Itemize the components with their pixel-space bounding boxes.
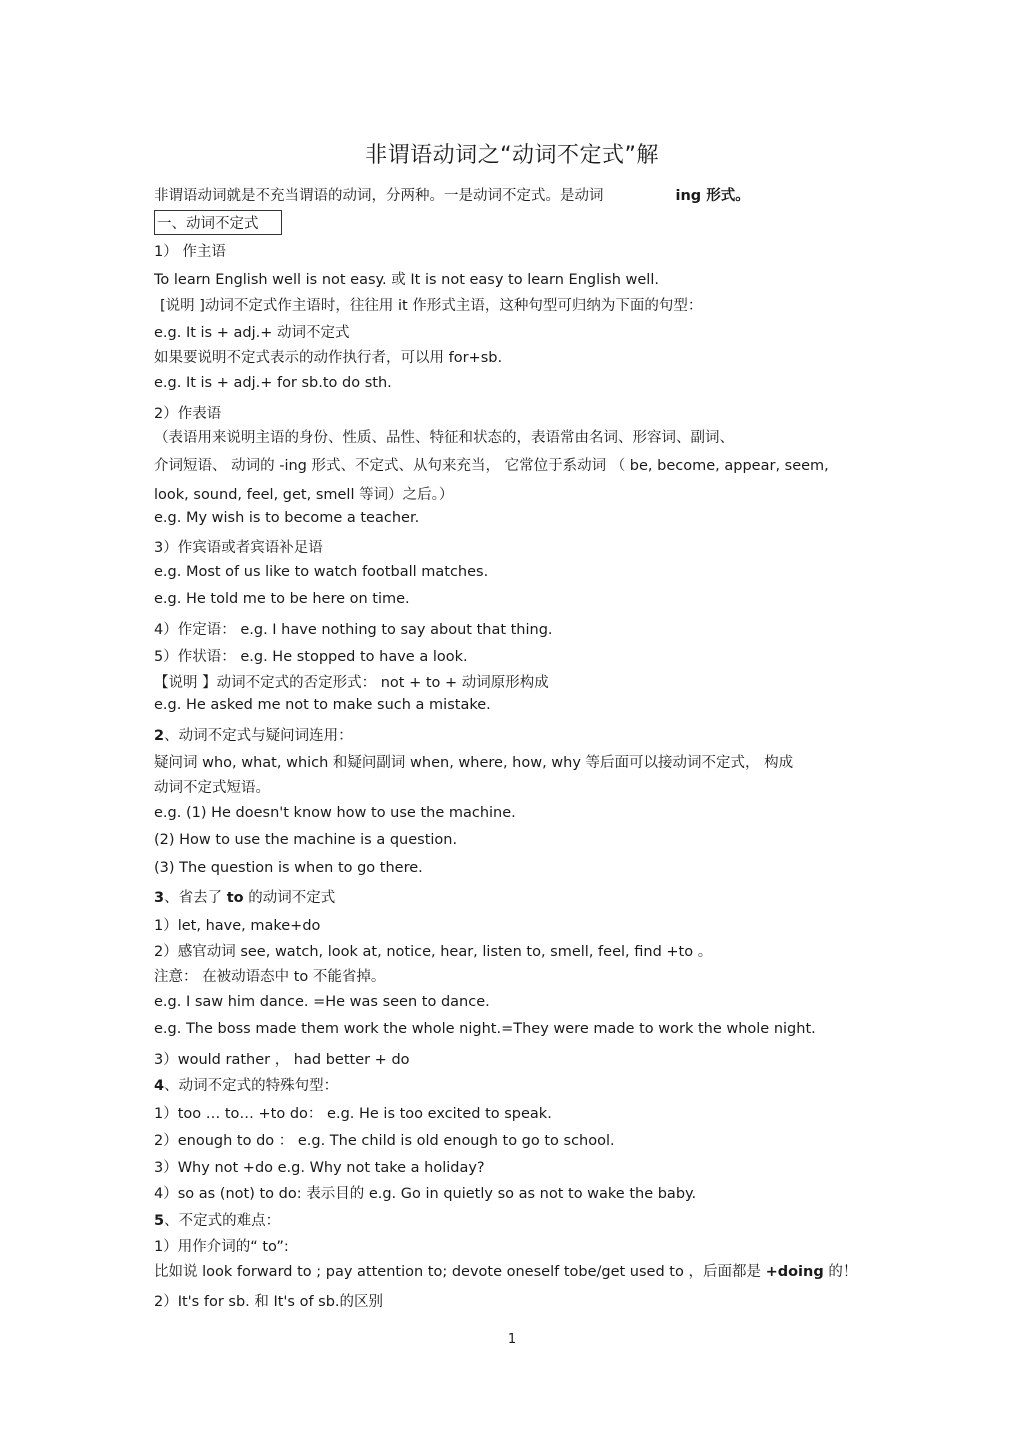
section-number: 2 — [154, 728, 165, 744]
section1-header — [154, 210, 282, 235]
page-number: 1 — [507, 1332, 517, 1347]
intro-text: 非谓语动词就是不充当谓语的动词，分两种。一是动词不定式。是动词 — [154, 188, 604, 204]
text-line: 2）作表语 — [154, 406, 222, 422]
section-title-part: 、省去了 — [164, 890, 227, 906]
text-line: To learn English well is not easy. 或 It is not easy to learn English well. — [154, 272, 659, 288]
section3-header — [154, 886, 335, 907]
text-line: 注意： 在被动语态中 to 不能省掉。 — [154, 969, 386, 985]
text-line: 【说明 】动词不定式的否定形式： not + to + 动词原形构成 — [154, 675, 549, 691]
text-line: 介词短语、 动词的 -ing 形式、不定式、从句来充当， 它常位于系动词 （ be, become, appear, seem, — [154, 458, 829, 474]
text-line: 如果要说明不定式表示的动作执行者，可以用 for+sb. — [154, 350, 503, 366]
text-line: 2）It's for sb. 和 It's of sb.的区别 — [154, 1294, 384, 1310]
text-line: (3) The question is when to go there. — [154, 860, 423, 876]
text-line: 动词不定式短语。 — [154, 780, 270, 796]
text-line: e.g. It is + adj.+ 动词不定式 — [154, 325, 350, 341]
text-part: 比如说 look forward to ; pay attention to; devote oneself tobe/get used to ，后面都是 — [154, 1264, 766, 1280]
text-line: 4）so as (not) to do: 表示目的 e.g. Go in quietly so as not to wake the baby. — [154, 1186, 697, 1202]
text-line: 1）用作介词的“ to”: — [154, 1239, 289, 1255]
text-line: 4）作定语： e.g. I have nothing to say about that thing. — [154, 622, 553, 638]
text-line: (2) How to use the machine is a question. — [154, 832, 458, 848]
section-number: 3 — [154, 890, 165, 906]
section5-header — [154, 1209, 280, 1230]
text-line: 5）作状语： e.g. He stopped to have a look. — [154, 649, 468, 665]
text-bold-part: +doing — [765, 1264, 824, 1280]
text-line: 3）would rather ， had better + do — [154, 1052, 410, 1068]
text-line: 1）let, have, make+do — [154, 918, 321, 934]
section4-header — [154, 1074, 338, 1095]
section-title-part: 的动词不定式 — [243, 890, 336, 906]
text-line: 3）作宾语或者宾语补足语 — [154, 540, 323, 556]
text-line: look, sound, feel, get, smell 等词）之后。） — [154, 487, 454, 503]
text-line: e.g. I saw him dance. =He was seen to dance. — [154, 994, 490, 1010]
text-line: e.g. The boss made them work the whole night.=They were made to work the whole night. — [154, 1021, 816, 1037]
intro-suffix: ing 形式。 — [675, 188, 750, 204]
text-line: e.g. It is + adj.+ for sb.to do sth. — [154, 375, 392, 391]
text-line-mixed — [154, 1260, 857, 1281]
text-line: 2）感官动词 see, watch, look at, notice, hear, listen to, smell, feel, find +to 。 — [154, 944, 713, 960]
text-line: 疑问词 who, what, which 和疑问副词 when, where, how, why 等后面可以接动词不定式， 构成 — [154, 755, 794, 771]
text-line: （表语用来说明主语的身份、性质、品性、特征和状态的，表语常由名词、形容词、副词、 — [154, 430, 734, 446]
text-line: e.g. My wish is to become a teacher. — [154, 510, 420, 526]
section-number: 5 — [154, 1213, 165, 1229]
text-line: e.g. (1) He doesn't know how to use the machine. — [154, 805, 516, 821]
text-part: 的！ — [823, 1264, 858, 1280]
text-line: e.g. Most of us like to watch football matches. — [154, 564, 489, 580]
text-line: [说明 ]动词不定式作主语时，往往用 it 作形式主语，这种句型可归纳为下面的句型： — [160, 298, 703, 314]
section-number: 4 — [154, 1078, 165, 1094]
text-line: 3）Why not +do e.g. Why not take a holiday? — [154, 1160, 485, 1176]
section-title-to: to — [226, 890, 244, 906]
text-line: 2）enough to do ： e.g. The child is old enough to go to school. — [154, 1133, 615, 1149]
text-line: 1）too … to… +to do： e.g. He is too excited to speak. — [154, 1106, 552, 1122]
section2-header — [154, 724, 353, 745]
page-title: 非谓语动词之“动词不定式”解 — [365, 143, 659, 168]
text-line: e.g. He told me to be here on time. — [154, 591, 410, 607]
intro-line — [154, 184, 750, 205]
section-title: 、不定式的难点： — [164, 1213, 281, 1229]
section-title: 、动词不定式与疑问词连用： — [164, 728, 353, 744]
text-line: 1） 作主语 — [154, 244, 226, 260]
section-title: 、动词不定式的特殊句型： — [164, 1078, 339, 1094]
section1-header-box: 一、动词不定式 — [154, 210, 282, 235]
text-line: e.g. He asked me not to make such a mistake. — [154, 697, 491, 713]
